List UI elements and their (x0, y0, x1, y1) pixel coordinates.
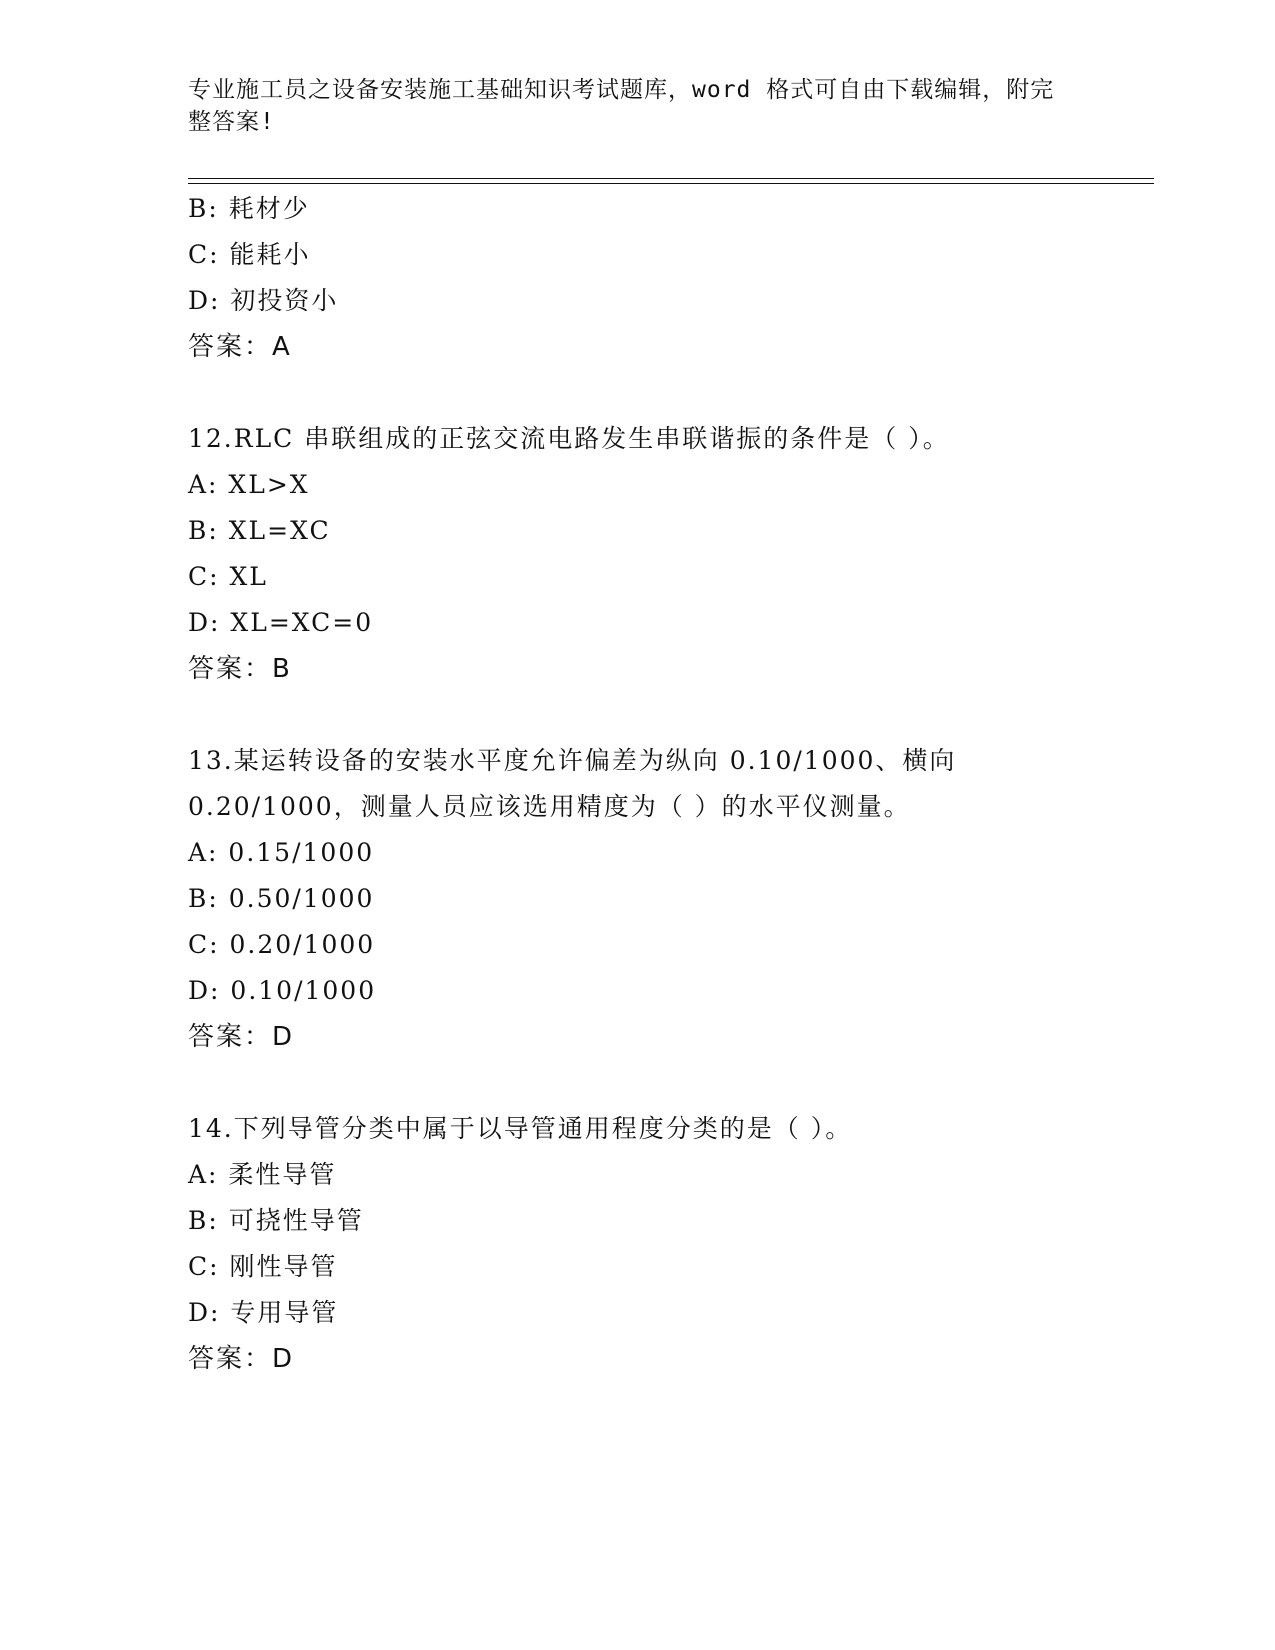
question-13 (188, 738, 1154, 1060)
option-a: A: 柔性导管 (188, 1160, 337, 1189)
option-c: C: XL (188, 562, 268, 591)
question-list (188, 186, 1154, 1382)
question-11-partial (188, 186, 1154, 370)
option-c: C: 能耗小 (188, 240, 311, 269)
option-c: C: 0.20/1000 (188, 930, 376, 959)
option-c: C: 刚性导管 (188, 1252, 338, 1281)
answer: 答案：A (188, 332, 292, 362)
option-d: D: 0.10/1000 (188, 976, 377, 1005)
header-divider-top (188, 178, 1154, 179)
header-line-1: 专业施工员之设备安装施工基础知识考试题库，word 格式可自由下载编辑，附完 (188, 77, 1055, 103)
option-b: B: XL=XC (188, 516, 331, 545)
option-a: A: 0.15/1000 (188, 838, 375, 867)
spacer (188, 692, 1154, 738)
spacer (188, 370, 1154, 416)
question-14 (188, 1106, 1154, 1382)
option-d: D: 初投资小 (188, 286, 339, 315)
spacer (188, 1060, 1154, 1106)
header-line-2: 整答案! (188, 109, 275, 135)
answer: 答案：B (188, 654, 292, 684)
question-12 (188, 416, 1154, 692)
question-stem: 12.RLC 串联组成的正弦交流电路发生串联谐振的条件是（ ）。 (188, 424, 950, 453)
option-b: B: 0.50/1000 (188, 884, 375, 913)
option-d: D: XL=XC=0 (188, 608, 374, 637)
question-stem: 14.下列导管分类中属于以导管通用程度分类的是（ ）。 (188, 1114, 853, 1143)
question-stem-line-1: 13.某运转设备的安装水平度允许偏差为纵向 0.10/1000、横向 (188, 746, 957, 775)
option-a: A: XL>X (188, 470, 310, 499)
option-d: D: 专用导管 (188, 1298, 339, 1327)
header-divider-bottom (188, 183, 1154, 184)
question-stem-line-2: 0.20/1000，测量人员应该选用精度为（ ）的水平仪测量。 (188, 792, 911, 821)
option-b: B: 耗材少 (188, 194, 310, 223)
answer: 答案：D (188, 1344, 295, 1374)
document-header (188, 74, 1068, 138)
answer: 答案：D (188, 1022, 295, 1052)
option-b: B: 可挠性导管 (188, 1206, 364, 1235)
